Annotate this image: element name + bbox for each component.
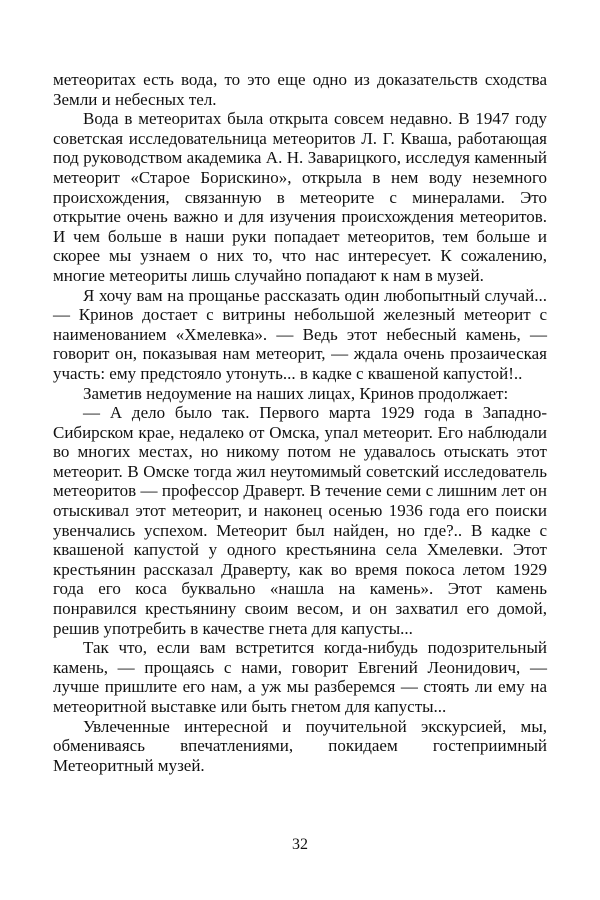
paragraph-1: метеоритах есть вода, то это еще одно из доказательств сходства Земли и небесных тел. bbox=[53, 70, 547, 109]
paragraph-3: Я хочу вам на прощанье рассказать один любопытный случай... — Кринов достает с витрины небольшой железный метеорит с наименованием «Хмелевка». — Ведь этот небесный камень, — говорит он, показывая нам метеорит, — ждала очень прозаическая участь: ему предстояло утонуть... в кадке с квашеной капустой!.. bbox=[53, 285, 547, 383]
paragraph-6: Так что, если вам встретится когда-нибудь подозрительный камень, — прощаясь с нами, говорит Евгений Леонидович, — лучше пришлите его нам, а уж мы разберемся — стоять ли ему на метеоритной выставке или быть гнетом для капусты... bbox=[53, 638, 547, 716]
paragraph-2: Вода в метеоритах была открыта совсем недавно. В 1947 году советская исследовательница метеоритов Л. Г. Кваша, работающая под руководством академика А. Н. Заварицкого, исследуя каменный метеорит «Старое Борискино», открыла в нем воду неземного происхождения, связанную в метеорите с минералами. Это открытие очень важно и для изучения происхождения метеоритов. И чем больше в наши руки попадает метеоритов, тем больше и скорее мы узнаем о них то, что нас интересует. К сожалению, многие метеориты лишь случайно попадают к нам в музей. bbox=[53, 109, 547, 285]
page-text bbox=[53, 70, 547, 775]
page-number: 32 bbox=[292, 836, 308, 853]
paragraph-7: Увлеченные интересной и поучительной экскурсией, мы, обмениваясь впечатлениями, покидаем гостеприимный Метеоритный музей. bbox=[53, 716, 547, 775]
paragraph-5: — А дело было так. Первого марта 1929 года в Западно-Сибирском крае, недалеко от Омска, упал метеорит. Его наблюдали во многих местах, но никому потом не удавалось отыскать этот метеорит. В Омске тогда жил неутомимый советский исследователь метеоритов — профессор Драверт. В течение семи с лишним лет он отыскивал этот метеорит, и наконец осенью 1936 года его поиски увенчались успехом. Метеорит был найден, но где?.. В кадке с квашеной капустой у одного крестьянина села Хмелевки. Этот крестьянин рассказал Драверту, как во время покоса летом 1929 года его коса буквально «нашла на камень». Этот камень понравился крестьянину своим весом, и он захватил его домой, решив употребить в качестве гнета для капусты... bbox=[53, 403, 547, 638]
paragraph-4: Заметив недоумение на наших лицах, Кринов продолжает: bbox=[83, 383, 509, 403]
